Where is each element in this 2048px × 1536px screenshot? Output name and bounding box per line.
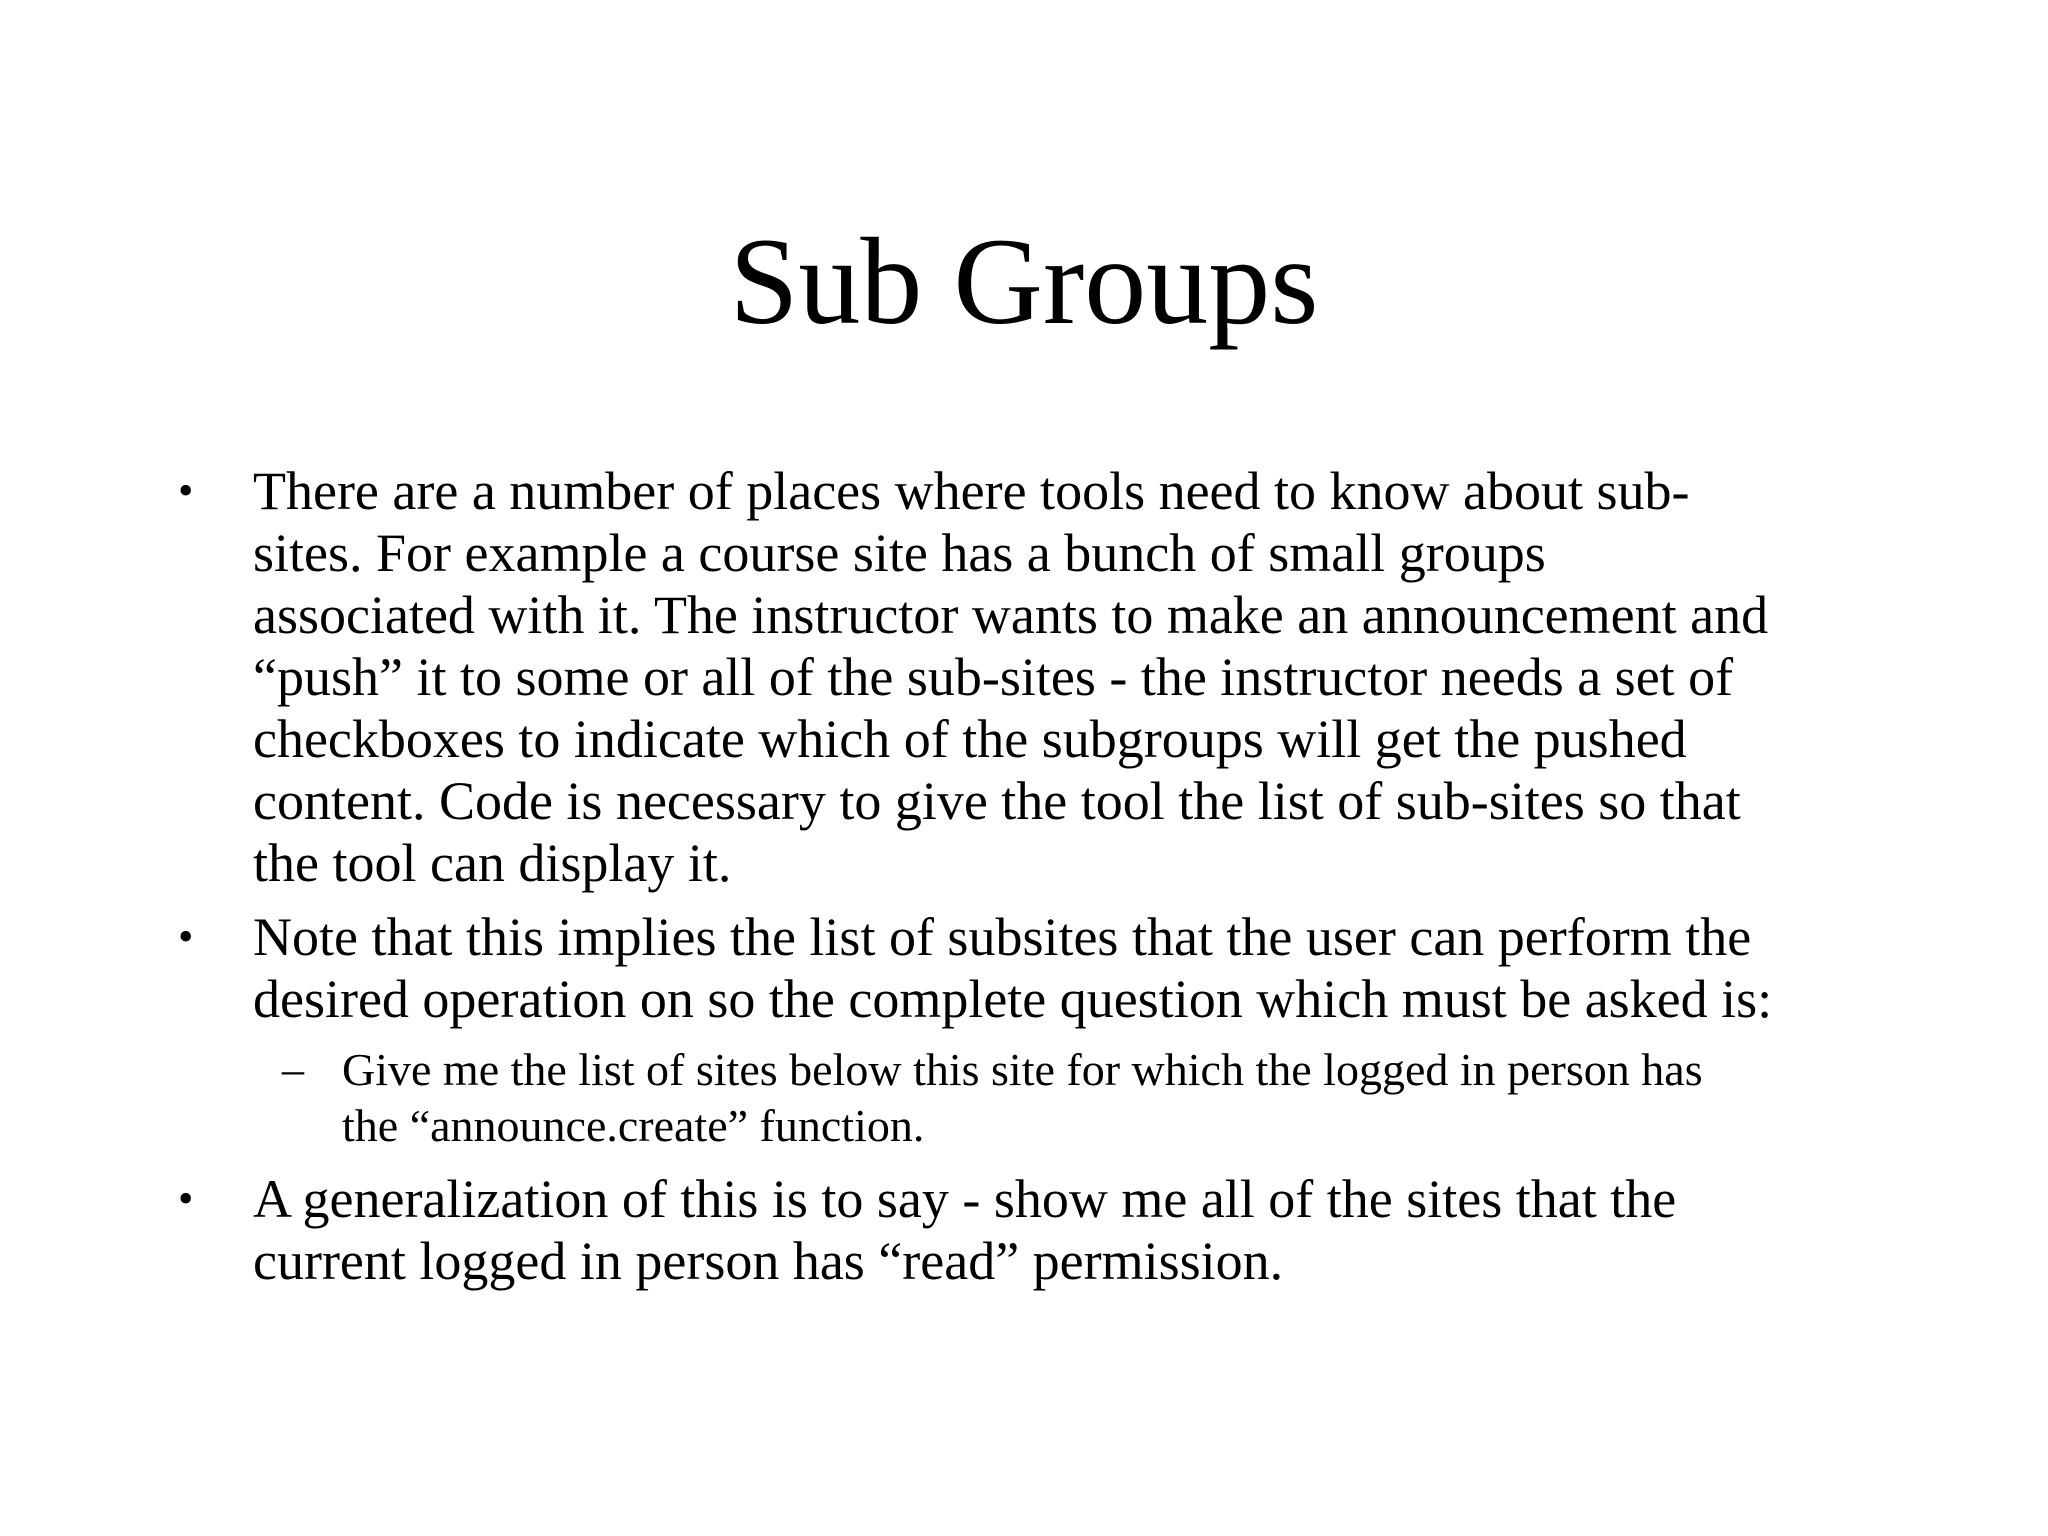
bullet-marker: •	[178, 912, 194, 961]
sub-bullet-text-line: Give me the list of sites below this site for which the logged in person has	[342, 1044, 1703, 1095]
bullet-text-line: “push” it to some or all of the sub-sites - the instructor needs a set of	[253, 647, 1734, 707]
bullet-text-line: checkboxes to indicate which of the subgroups will get the pushed	[253, 709, 1687, 769]
bullet-text-line: There are a number of places where tools need to know about sub-	[253, 461, 1690, 521]
bullet-text-line: A generalization of this is to say - show me all of the sites that the	[253, 1169, 1677, 1229]
bullet-marker: •	[178, 1174, 194, 1223]
dash-marker: –	[282, 1045, 304, 1094]
bullet-text-line: sites. For example a course site has a bunch of small groups	[253, 523, 1546, 583]
slide-title: Sub Groups	[729, 213, 1319, 350]
bullet-marker: •	[178, 466, 194, 515]
bullet-text-line: content. Code is necessary to give the tool the list of sub-sites so that	[253, 771, 1741, 831]
bullet-text-line: current logged in person has “read” permission.	[253, 1231, 1284, 1291]
bullet-text-line: Note that this implies the list of subsites that the user can perform the	[253, 907, 1752, 967]
bullet-text-line: associated with it. The instructor wants to make an announcement and	[253, 585, 1769, 645]
bullet-text-line: desired operation on so the complete question which must be asked is:	[253, 969, 1773, 1029]
bullet-text-line: the tool can display it.	[253, 833, 732, 893]
sub-bullet-text-line: the “announce.create” function.	[342, 1100, 925, 1151]
